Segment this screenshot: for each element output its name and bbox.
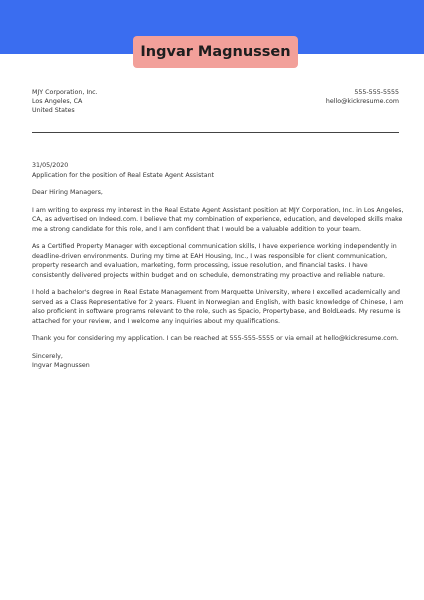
applicant-name: Ingvar Magnussen	[140, 44, 291, 60]
contact-info	[326, 88, 399, 106]
letter-greeting: Dear Hiring Managers,	[32, 189, 103, 196]
letter-paragraph-2: As a Certified Property Manager with exceptional communication skills, I have experience working independently in deadline-driven environments. During my time at EAH Housing, Inc., I was responsible for client communication, property research and evaluation, marketing, form processing, issue resolution, and financial tasks. I have consistently delivered projects within budget and on schedule, demonstrating my proactive and reliable nature.	[32, 243, 397, 279]
recipient-address	[32, 88, 98, 115]
name-banner	[133, 36, 298, 68]
contact-email: hello@kickresume.com	[325, 98, 399, 105]
recipient-company: MJY Corporation, Inc.	[32, 89, 98, 96]
recipient-country: United States	[32, 107, 75, 114]
recipient-city: Los Angeles, CA	[32, 98, 83, 105]
letter-paragraph-1: I am writing to express my interest in the Real Estate Agent Assistant position at MJY Corporation, Inc. in Los Angeles, CA, as advertised on Indeed.com. I believe that my combination of experience, education, and developed skills make me a strong candidate for this role, and I am confident that I would be a valuable addition to your team.	[32, 206, 404, 233]
contact-phone: 555-555-5555	[354, 89, 399, 96]
letter-subject: Application for the position of Real Estate Agent Assistant	[32, 171, 215, 179]
letter-paragraph-4: Thank you for considering my application. I can be reached at 555-555-5555 or via email at hello@kickresume.com.	[32, 335, 399, 342]
letter-paragraph-3: I hold a bachelor's degree in Real Estate Management from Marquette University, where I excelled academically and served as a Class Representative for 2 years. Fluent in Norwegian and English, with basic knowledge of Chinese, I am also proficient in software programs relevant to the role, such as Spacio, Propertybase, and BoldLeads. My resume is attached for your review, and I welcome any inquiries about my qualifications.	[32, 289, 404, 325]
letter-signature: Ingvar Magnussen	[32, 362, 90, 369]
letter-body	[32, 161, 404, 371]
letter-date: 31/05/2020	[32, 162, 69, 169]
divider-line	[32, 132, 399, 133]
letter-closing: Sincerely,	[32, 352, 63, 360]
